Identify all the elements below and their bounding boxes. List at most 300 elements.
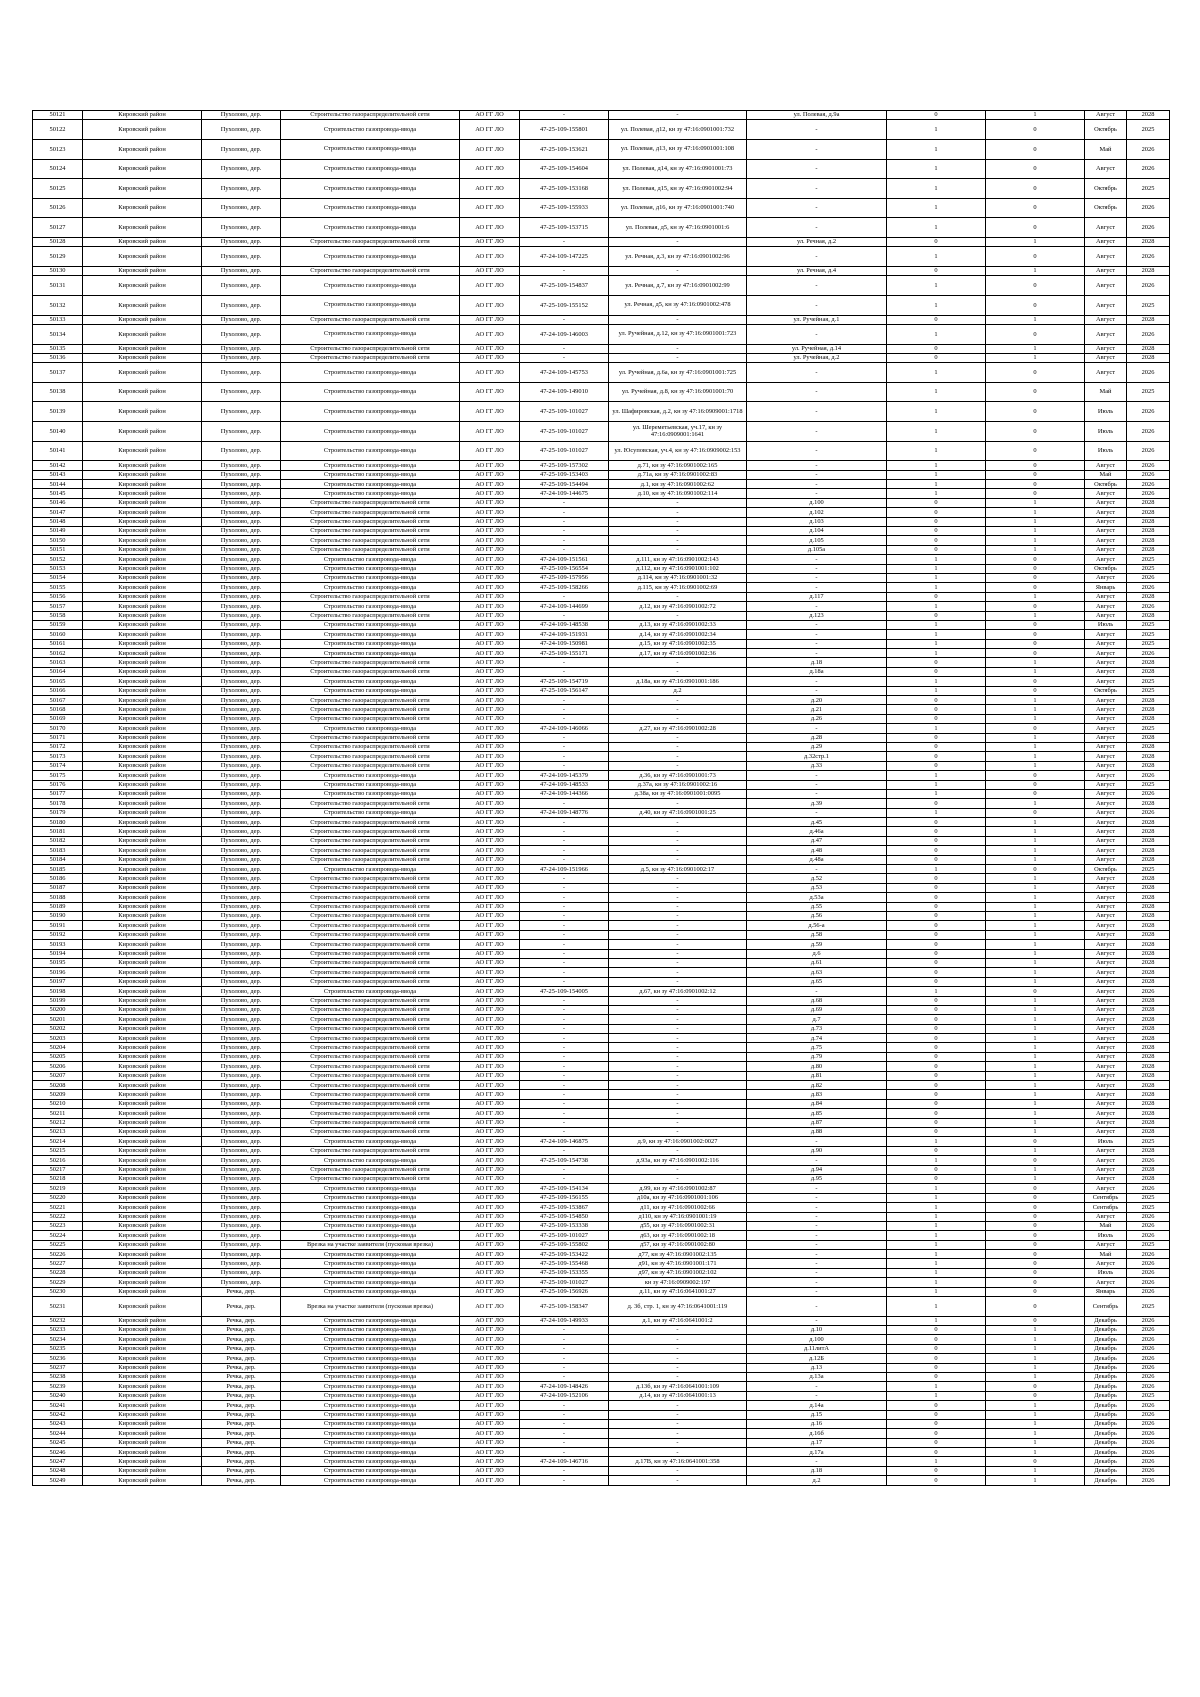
cell-flag-b: 0 bbox=[986, 198, 1085, 218]
cell-settlement: Пухолово, дер. bbox=[202, 422, 281, 442]
cell-flag-a: 1 bbox=[887, 630, 986, 639]
cell-flag-a: 0 bbox=[887, 799, 986, 808]
cell-settlement: Пухолово, дер. bbox=[202, 818, 281, 827]
table-row bbox=[33, 1354, 1170, 1363]
cell-address: д.33 bbox=[747, 761, 887, 770]
cell-flag-b: 1 bbox=[986, 733, 1085, 742]
gasification-table bbox=[32, 110, 1170, 1486]
cell-month: Август bbox=[1085, 705, 1127, 714]
cell-work-type: Строительство газопровода-ввода bbox=[281, 1231, 460, 1240]
cell-flag-a: 1 bbox=[887, 1259, 986, 1268]
cell-tu-number: 47-24-109-144366 bbox=[520, 789, 609, 798]
cell-address-with-cadastre: - bbox=[609, 1052, 747, 1061]
cell-settlement: Пухолово, дер. bbox=[202, 470, 281, 479]
cell-flag-b: 0 bbox=[986, 1287, 1085, 1296]
cell-month: Август bbox=[1085, 874, 1127, 883]
cell-organization: АО ГГ ЛО bbox=[460, 1231, 520, 1240]
cell-flag-a: 0 bbox=[887, 1015, 986, 1024]
cell-flag-b: 0 bbox=[986, 324, 1085, 344]
cell-row-id: 50220 bbox=[33, 1193, 83, 1202]
cell-address-with-cadastre: д97, кн зу 47:16:0901002:102 bbox=[609, 1268, 747, 1277]
cell-organization: АО ГГ ЛО bbox=[460, 1156, 520, 1165]
cell-month: Май bbox=[1085, 1221, 1127, 1230]
cell-flag-a: 1 bbox=[887, 461, 986, 470]
cell-district: Кировский район bbox=[83, 1184, 202, 1193]
cell-month: Август bbox=[1085, 752, 1127, 761]
cell-tu-number: - bbox=[520, 846, 609, 855]
cell-flag-b: 0 bbox=[986, 649, 1085, 658]
cell-row-id: 50144 bbox=[33, 480, 83, 489]
cell-flag-b: 0 bbox=[986, 218, 1085, 238]
cell-month: Август bbox=[1085, 526, 1127, 535]
cell-month: Август bbox=[1085, 324, 1127, 344]
cell-district: Кировский район bbox=[83, 489, 202, 498]
cell-organization: АО ГГ ЛО bbox=[460, 630, 520, 639]
cell-tu-number: - bbox=[520, 1476, 609, 1485]
cell-tu-number: - bbox=[520, 1109, 609, 1118]
cell-tu-number: - bbox=[520, 1326, 609, 1335]
cell-address-with-cadastre: - bbox=[609, 1363, 747, 1372]
cell-address-with-cadastre: д.12, кн зу 47:16:0901002:72 bbox=[609, 602, 747, 611]
cell-district: Кировский район bbox=[83, 639, 202, 648]
cell-month: Январь bbox=[1085, 583, 1127, 592]
cell-address: - bbox=[747, 677, 887, 686]
cell-organization: АО ГГ ЛО bbox=[460, 573, 520, 582]
cell-address-with-cadastre: д55, кн зу 47:16:0901002:31 bbox=[609, 1221, 747, 1230]
cell-flag-a: 0 bbox=[887, 940, 986, 949]
table-row bbox=[33, 1438, 1170, 1447]
cell-district: Кировский район bbox=[83, 1419, 202, 1428]
cell-flag-a: 1 bbox=[887, 1278, 986, 1287]
cell-district: Кировский район bbox=[83, 677, 202, 686]
cell-organization: АО ГГ ЛО bbox=[460, 382, 520, 402]
cell-year: 2025 bbox=[1127, 865, 1170, 874]
cell-year: 2026 bbox=[1127, 441, 1170, 461]
table-row bbox=[33, 573, 1170, 582]
cell-address: - bbox=[747, 1193, 887, 1202]
cell-tu-number: 47-25-109-155171 bbox=[520, 649, 609, 658]
cell-tu-number: - bbox=[520, 1372, 609, 1381]
table-row bbox=[33, 1382, 1170, 1391]
cell-settlement: Пухолово, дер. bbox=[202, 996, 281, 1005]
cell-district: Кировский район bbox=[83, 1165, 202, 1174]
cell-settlement: Речка, дер. bbox=[202, 1372, 281, 1381]
cell-organization: АО ГГ ЛО bbox=[460, 536, 520, 545]
cell-flag-a: 1 bbox=[887, 583, 986, 592]
cell-district: Кировский район bbox=[83, 344, 202, 353]
cell-organization: АО ГГ ЛО bbox=[460, 865, 520, 874]
cell-address: - bbox=[747, 789, 887, 798]
cell-month: Август bbox=[1085, 498, 1127, 507]
cell-work-type: Строительство газораспределительной сети bbox=[281, 1165, 460, 1174]
cell-month: Август bbox=[1085, 940, 1127, 949]
cell-year: 2026 bbox=[1127, 1344, 1170, 1353]
cell-organization: АО ГГ ЛО bbox=[460, 761, 520, 770]
cell-district: Кировский район bbox=[83, 1081, 202, 1090]
cell-address: - bbox=[747, 1240, 887, 1249]
cell-organization: АО ГГ ЛО bbox=[460, 353, 520, 362]
cell-flag-a: 0 bbox=[887, 874, 986, 883]
cell-row-id: 50127 bbox=[33, 218, 83, 238]
cell-district: Кировский район bbox=[83, 382, 202, 402]
cell-work-type: Строительство газораспределительной сети bbox=[281, 902, 460, 911]
cell-flag-a: 0 bbox=[887, 498, 986, 507]
cell-settlement: Пухолово, дер. bbox=[202, 324, 281, 344]
table-row bbox=[33, 1363, 1170, 1372]
cell-flag-a: 0 bbox=[887, 1024, 986, 1033]
cell-address: - bbox=[747, 363, 887, 383]
table-row bbox=[33, 480, 1170, 489]
cell-district: Кировский район bbox=[83, 1363, 202, 1372]
cell-organization: АО ГГ ЛО bbox=[460, 1240, 520, 1249]
cell-district: Кировский район bbox=[83, 808, 202, 817]
cell-tu-number: 47-25-109-154494 bbox=[520, 480, 609, 489]
table-row bbox=[33, 780, 1170, 789]
cell-flag-b: 0 bbox=[986, 247, 1085, 267]
cell-row-id: 50237 bbox=[33, 1363, 83, 1372]
cell-settlement: Пухолово, дер. bbox=[202, 968, 281, 977]
cell-address: д.28 bbox=[747, 733, 887, 742]
cell-flag-b: 0 bbox=[986, 1240, 1085, 1249]
cell-flag-a: 1 bbox=[887, 363, 986, 383]
cell-row-id: 50173 bbox=[33, 752, 83, 761]
cell-work-type: Строительство газопровода-ввода bbox=[281, 1457, 460, 1466]
cell-row-id: 50214 bbox=[33, 1137, 83, 1146]
cell-row-id: 50188 bbox=[33, 893, 83, 902]
cell-tu-number: - bbox=[520, 1146, 609, 1155]
cell-month: Август bbox=[1085, 344, 1127, 353]
table-row bbox=[33, 517, 1170, 526]
cell-settlement: Пухолово, дер. bbox=[202, 1231, 281, 1240]
cell-month: Июль bbox=[1085, 441, 1127, 461]
cell-organization: АО ГГ ЛО bbox=[460, 564, 520, 573]
cell-organization: АО ГГ ЛО bbox=[460, 742, 520, 751]
cell-month: Август bbox=[1085, 1240, 1127, 1249]
cell-year: 2025 bbox=[1127, 724, 1170, 733]
cell-flag-b: 0 bbox=[986, 602, 1085, 611]
table-row bbox=[33, 353, 1170, 362]
cell-flag-a: 1 bbox=[887, 470, 986, 479]
cell-address-with-cadastre: - bbox=[609, 827, 747, 836]
cell-tu-number: 47-25-109-153168 bbox=[520, 179, 609, 199]
cell-district: Кировский район bbox=[83, 846, 202, 855]
cell-flag-a: 1 bbox=[887, 159, 986, 179]
cell-settlement: Пухолово, дер. bbox=[202, 111, 281, 120]
cell-month: Декабрь bbox=[1085, 1382, 1127, 1391]
cell-work-type: Строительство газораспределительной сети bbox=[281, 883, 460, 892]
cell-work-type: Строительство газораспределительной сети bbox=[281, 266, 460, 275]
cell-tu-number: - bbox=[520, 1165, 609, 1174]
cell-address: - bbox=[747, 555, 887, 564]
cell-tu-number: - bbox=[520, 1090, 609, 1099]
cell-month: Август bbox=[1085, 912, 1127, 921]
cell-flag-a: 1 bbox=[887, 639, 986, 648]
cell-tu-number: - bbox=[520, 1005, 609, 1014]
cell-settlement: Пухолово, дер. bbox=[202, 855, 281, 864]
cell-settlement: Пухолово, дер. bbox=[202, 573, 281, 582]
cell-flag-a: 0 bbox=[887, 1174, 986, 1183]
document-page bbox=[32, 110, 1169, 1486]
cell-month: Август bbox=[1085, 363, 1127, 383]
cell-address-with-cadastre: - bbox=[609, 517, 747, 526]
cell-tu-number: 47-25-109-154134 bbox=[520, 1184, 609, 1193]
cell-flag-b: 0 bbox=[986, 620, 1085, 629]
cell-organization: АО ГГ ЛО bbox=[460, 247, 520, 267]
cell-organization: АО ГГ ЛО bbox=[460, 789, 520, 798]
cell-settlement: Пухолово, дер. bbox=[202, 441, 281, 461]
cell-row-id: 50154 bbox=[33, 573, 83, 582]
cell-settlement: Пухолово, дер. bbox=[202, 836, 281, 845]
cell-year: 2028 bbox=[1127, 517, 1170, 526]
cell-work-type: Строительство газопровода-ввода bbox=[281, 630, 460, 639]
cell-row-id: 50222 bbox=[33, 1212, 83, 1221]
cell-tu-number: - bbox=[520, 996, 609, 1005]
cell-tu-number: - bbox=[520, 818, 609, 827]
cell-address-with-cadastre: - bbox=[609, 1165, 747, 1174]
cell-month: Август bbox=[1085, 218, 1127, 238]
cell-address-with-cadastre: - bbox=[609, 667, 747, 676]
cell-address: д.104 bbox=[747, 526, 887, 535]
cell-organization: АО ГГ ЛО bbox=[460, 1297, 520, 1317]
cell-address-with-cadastre: - bbox=[609, 611, 747, 620]
cell-address: - bbox=[747, 1250, 887, 1259]
cell-month: Август bbox=[1085, 742, 1127, 751]
cell-district: Кировский район bbox=[83, 883, 202, 892]
cell-address-with-cadastre: - bbox=[609, 874, 747, 883]
cell-address: - bbox=[747, 1316, 887, 1325]
table-row bbox=[33, 198, 1170, 218]
cell-flag-a: 0 bbox=[887, 1354, 986, 1363]
cell-organization: АО ГГ ЛО bbox=[460, 344, 520, 353]
cell-flag-a: 0 bbox=[887, 1466, 986, 1475]
cell-work-type: Строительство газораспределительной сети bbox=[281, 818, 460, 827]
cell-organization: АО ГГ ЛО bbox=[460, 902, 520, 911]
cell-year: 2028 bbox=[1127, 705, 1170, 714]
cell-tu-number: 47-25-109-156554 bbox=[520, 564, 609, 573]
cell-address: ул. Полевая, д.9а bbox=[747, 111, 887, 120]
cell-settlement: Пухолово, дер. bbox=[202, 733, 281, 742]
cell-work-type: Строительство газопровода-ввода bbox=[281, 1429, 460, 1438]
cell-organization: АО ГГ ЛО bbox=[460, 1137, 520, 1146]
cell-month: Август bbox=[1085, 592, 1127, 601]
cell-flag-b: 0 bbox=[986, 1203, 1085, 1212]
cell-address-with-cadastre: - bbox=[609, 949, 747, 958]
cell-settlement: Пухолово, дер. bbox=[202, 1156, 281, 1165]
cell-address-with-cadastre: ул. Полевая, д15, кн зу 47:16:0901002:94 bbox=[609, 179, 747, 199]
cell-work-type: Строительство газопровода-ввода bbox=[281, 1250, 460, 1259]
cell-tu-number: 47-25-109-156155 bbox=[520, 1193, 609, 1202]
cell-year: 2026 bbox=[1127, 771, 1170, 780]
cell-settlement: Речка, дер. bbox=[202, 1326, 281, 1335]
cell-flag-b: 0 bbox=[986, 470, 1085, 479]
cell-month: Август bbox=[1085, 1174, 1127, 1183]
cell-flag-b: 1 bbox=[986, 958, 1085, 967]
cell-address-with-cadastre: д.112, кн зу 47:16:0901001:102 bbox=[609, 564, 747, 573]
cell-address: - bbox=[747, 1382, 887, 1391]
cell-tu-number: 47-24-109-148538 bbox=[520, 620, 609, 629]
table-row bbox=[33, 1401, 1170, 1410]
cell-year: 2028 bbox=[1127, 1118, 1170, 1127]
table-row bbox=[33, 818, 1170, 827]
cell-address-with-cadastre: д.14, кн зу 47:16:0901002:34 bbox=[609, 630, 747, 639]
cell-year: 2026 bbox=[1127, 1476, 1170, 1485]
cell-address: д.117 bbox=[747, 592, 887, 601]
cell-row-id: 50244 bbox=[33, 1429, 83, 1438]
cell-district: Кировский район bbox=[83, 480, 202, 489]
cell-tu-number: - bbox=[520, 696, 609, 705]
cell-tu-number: - bbox=[520, 266, 609, 275]
cell-tu-number: - bbox=[520, 1043, 609, 1052]
cell-work-type: Строительство газораспределительной сети bbox=[281, 921, 460, 930]
cell-work-type: Строительство газопровода-ввода bbox=[281, 382, 460, 402]
cell-settlement: Пухолово, дер. bbox=[202, 921, 281, 930]
cell-month: Август bbox=[1085, 461, 1127, 470]
cell-flag-b: 1 bbox=[986, 902, 1085, 911]
cell-organization: АО ГГ ЛО bbox=[460, 1466, 520, 1475]
cell-work-type: Строительство газораспределительной сети bbox=[281, 611, 460, 620]
table-row bbox=[33, 1297, 1170, 1317]
cell-address-with-cadastre: - bbox=[609, 1024, 747, 1033]
cell-organization: АО ГГ ЛО bbox=[460, 649, 520, 658]
cell-work-type: Строительство газопровода-ввода bbox=[281, 441, 460, 461]
cell-settlement: Пухолово, дер. bbox=[202, 677, 281, 686]
cell-row-id: 50182 bbox=[33, 836, 83, 845]
cell-month: Август bbox=[1085, 667, 1127, 676]
cell-work-type: Строительство газопровода-ввода bbox=[281, 555, 460, 564]
cell-year: 2028 bbox=[1127, 1052, 1170, 1061]
table-row bbox=[33, 218, 1170, 238]
cell-organization: АО ГГ ЛО bbox=[460, 1212, 520, 1221]
cell-district: Кировский район bbox=[83, 667, 202, 676]
cell-flag-b: 0 bbox=[986, 276, 1085, 296]
cell-address: - bbox=[747, 402, 887, 422]
cell-month: Август bbox=[1085, 799, 1127, 808]
cell-year: 2028 bbox=[1127, 266, 1170, 275]
cell-row-id: 50239 bbox=[33, 1382, 83, 1391]
cell-tu-number: - bbox=[520, 658, 609, 667]
cell-organization: АО ГГ ЛО bbox=[460, 1457, 520, 1466]
cell-district: Кировский район bbox=[83, 630, 202, 639]
cell-organization: АО ГГ ЛО bbox=[460, 968, 520, 977]
cell-work-type: Строительство газораспределительной сети bbox=[281, 1146, 460, 1155]
cell-flag-b: 1 bbox=[986, 1090, 1085, 1099]
cell-address-with-cadastre: - bbox=[609, 237, 747, 246]
cell-organization: АО ГГ ЛО bbox=[460, 667, 520, 676]
cell-flag-b: 1 bbox=[986, 508, 1085, 517]
cell-flag-b: 0 bbox=[986, 1316, 1085, 1325]
cell-month: Октябрь bbox=[1085, 120, 1127, 140]
cell-organization: АО ГГ ЛО bbox=[460, 1081, 520, 1090]
cell-tu-number: - bbox=[520, 855, 609, 864]
cell-row-id: 50224 bbox=[33, 1231, 83, 1240]
table-row bbox=[33, 526, 1170, 535]
cell-month: Август bbox=[1085, 996, 1127, 1005]
cell-settlement: Речка, дер. bbox=[202, 1382, 281, 1391]
cell-organization: АО ГГ ЛО bbox=[460, 733, 520, 742]
cell-work-type: Строительство газораспределительной сети bbox=[281, 353, 460, 362]
table-row bbox=[33, 836, 1170, 845]
table-row bbox=[33, 865, 1170, 874]
table-row bbox=[33, 620, 1170, 629]
cell-month: Август bbox=[1085, 295, 1127, 315]
cell-month: Август bbox=[1085, 921, 1127, 930]
cell-row-id: 50163 bbox=[33, 658, 83, 667]
cell-settlement: Пухолово, дер. bbox=[202, 602, 281, 611]
table-row bbox=[33, 555, 1170, 564]
cell-district: Кировский район bbox=[83, 855, 202, 864]
cell-work-type: Строительство газопровода-ввода bbox=[281, 295, 460, 315]
cell-district: Кировский район bbox=[83, 1382, 202, 1391]
cell-flag-a: 0 bbox=[887, 1099, 986, 1108]
cell-work-type: Строительство газораспределительной сети bbox=[281, 1071, 460, 1080]
cell-address-with-cadastre: д.115, кн зу 47:16:0901002:69 bbox=[609, 583, 747, 592]
table-row bbox=[33, 696, 1170, 705]
cell-work-type: Строительство газопровода-ввода bbox=[281, 620, 460, 629]
cell-address-with-cadastre: - bbox=[609, 1127, 747, 1136]
cell-district: Кировский район bbox=[83, 1015, 202, 1024]
cell-settlement: Пухолово, дер. bbox=[202, 1024, 281, 1033]
cell-work-type: Строительство газораспределительной сети bbox=[281, 1024, 460, 1033]
cell-address-with-cadastre: - bbox=[609, 344, 747, 353]
cell-organization: АО ГГ ЛО bbox=[460, 1146, 520, 1155]
cell-district: Кировский район bbox=[83, 1391, 202, 1400]
cell-settlement: Пухолово, дер. bbox=[202, 1203, 281, 1212]
cell-work-type: Строительство газораспределительной сети bbox=[281, 237, 460, 246]
cell-address: - bbox=[747, 602, 887, 611]
cell-district: Кировский район bbox=[83, 573, 202, 582]
cell-settlement: Речка, дер. bbox=[202, 1419, 281, 1428]
cell-flag-b: 1 bbox=[986, 714, 1085, 723]
cell-row-id: 50172 bbox=[33, 742, 83, 751]
cell-row-id: 50195 bbox=[33, 958, 83, 967]
cell-address: д.61 bbox=[747, 958, 887, 967]
cell-row-id: 50174 bbox=[33, 761, 83, 770]
cell-flag-b: 1 bbox=[986, 949, 1085, 958]
cell-flag-a: 0 bbox=[887, 855, 986, 864]
cell-settlement: Пухолово, дер. bbox=[202, 344, 281, 353]
cell-district: Кировский район bbox=[83, 402, 202, 422]
cell-year: 2026 bbox=[1127, 1278, 1170, 1287]
table-row bbox=[33, 799, 1170, 808]
cell-settlement: Пухолово, дер. bbox=[202, 958, 281, 967]
table-body bbox=[33, 111, 1170, 1486]
cell-month: Август bbox=[1085, 1034, 1127, 1043]
cell-settlement: Пухолово, дер. bbox=[202, 912, 281, 921]
cell-settlement: Пухолово, дер. bbox=[202, 198, 281, 218]
cell-organization: АО ГГ ЛО bbox=[460, 324, 520, 344]
cell-row-id: 50169 bbox=[33, 714, 83, 723]
cell-flag-a: 0 bbox=[887, 1438, 986, 1447]
cell-address-with-cadastre: - bbox=[609, 1326, 747, 1335]
cell-settlement: Пухолово, дер. bbox=[202, 237, 281, 246]
table-row bbox=[33, 276, 1170, 296]
cell-flag-a: 1 bbox=[887, 1268, 986, 1277]
cell-flag-a: 1 bbox=[887, 1391, 986, 1400]
cell-address-with-cadastre: - bbox=[609, 742, 747, 751]
cell-month: Август bbox=[1085, 630, 1127, 639]
cell-flag-a: 0 bbox=[887, 1127, 986, 1136]
cell-flag-a: 1 bbox=[887, 780, 986, 789]
cell-district: Кировский район bbox=[83, 508, 202, 517]
cell-settlement: Пухолово, дер. bbox=[202, 295, 281, 315]
cell-address-with-cadastre: - bbox=[609, 893, 747, 902]
cell-district: Кировский район bbox=[83, 120, 202, 140]
cell-work-type: Строительство газопровода-ввода bbox=[281, 1344, 460, 1353]
cell-month: Декабрь bbox=[1085, 1372, 1127, 1381]
cell-settlement: Пухолово, дер. bbox=[202, 1062, 281, 1071]
cell-month: Август bbox=[1085, 1099, 1127, 1108]
cell-row-id: 50206 bbox=[33, 1062, 83, 1071]
